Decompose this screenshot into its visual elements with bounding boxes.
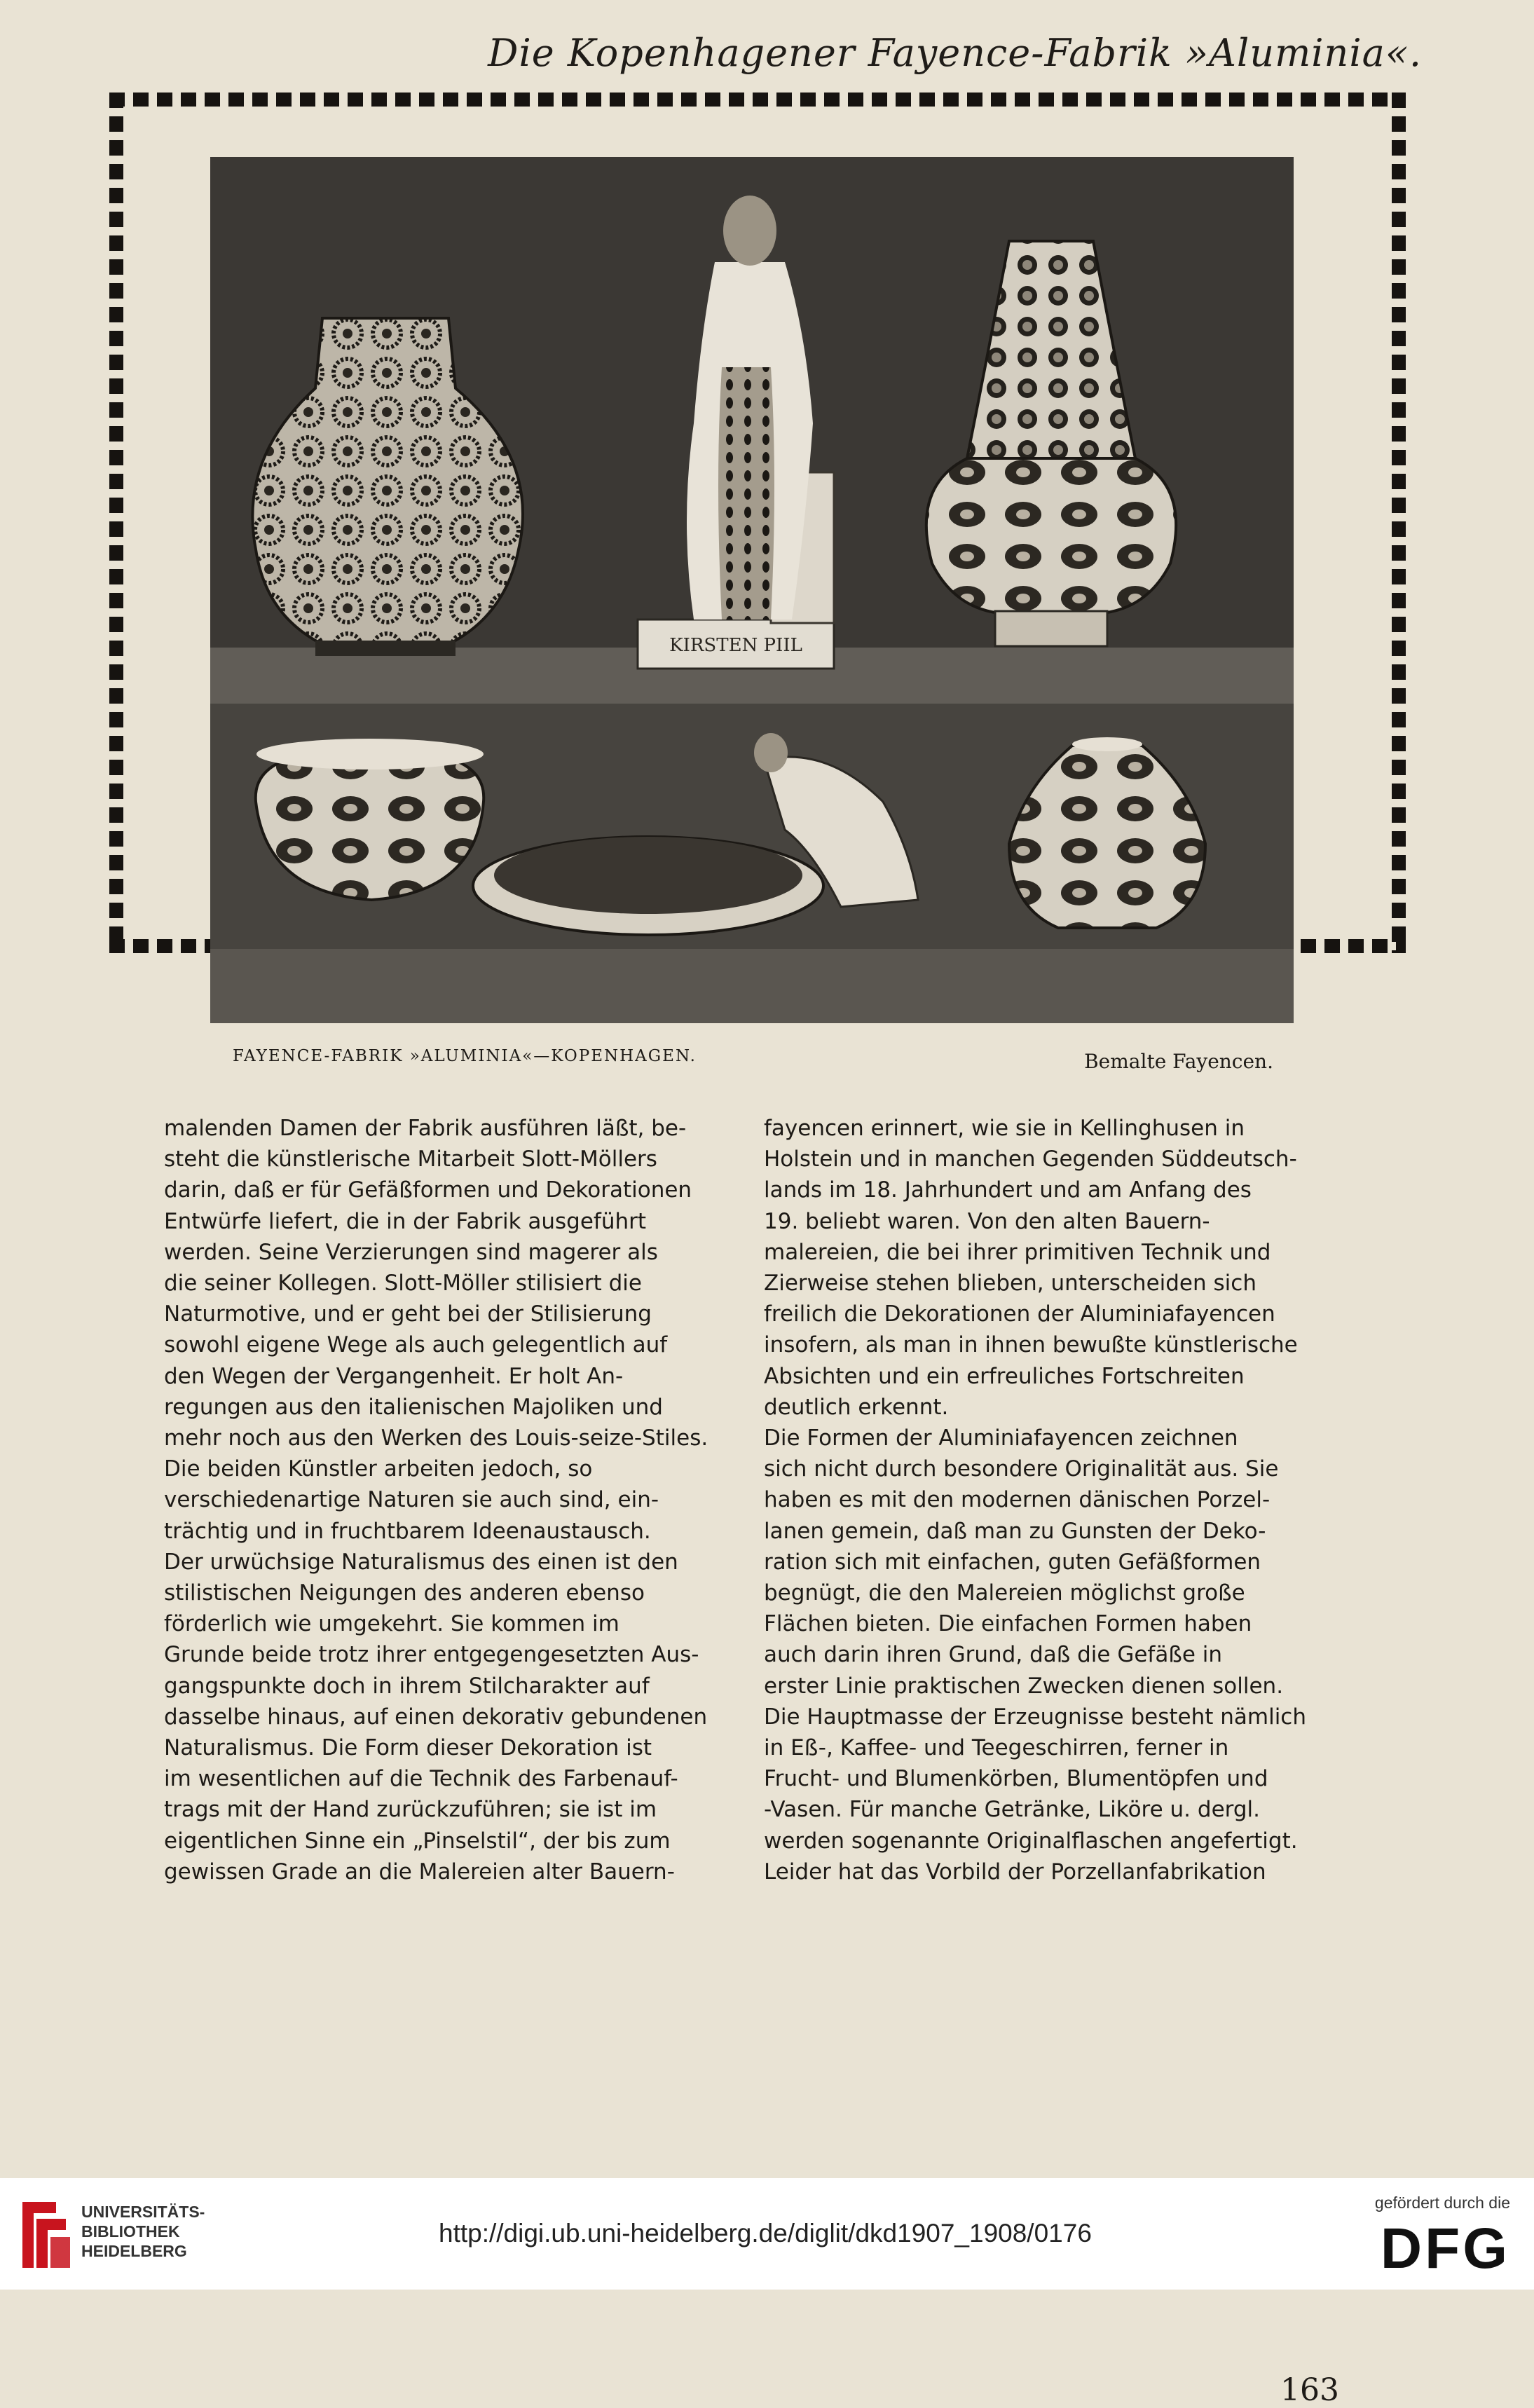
institution-line-3: HEIDELBERG <box>81 2242 187 2260</box>
frame-top-border <box>109 93 1406 107</box>
photo-caption-right: Bemalte Fayencen. <box>1084 1050 1273 1073</box>
running-head: Die Kopenhagener Fayence-Fabrik »Aluminia«. <box>488 31 1422 75</box>
funding-note: gefördert durch die <box>1374 2194 1510 2212</box>
digitization-footer <box>0 2178 1534 2290</box>
institution-line-1: UNIVERSITÄTS- <box>81 2203 205 2221</box>
source-url-link[interactable]: http://digi.ub.uni-heidelberg.de/diglit/dkd1907_1908/0176 <box>439 2219 1092 2248</box>
page-number: 163 <box>1280 2372 1339 2408</box>
photo-caption-left: FAYENCE-FABRIK »ALUMINIA«—KOPENHAGEN. <box>233 1047 697 1065</box>
faience-photograph <box>210 157 1294 1023</box>
dfg-logo: DFG <box>1380 2217 1510 2280</box>
figurine-inscription: KIRSTEN PIIL <box>669 635 802 656</box>
text-column-left: malenden Damen der Fabrik ausführen läßt, be- steht die künstlerische Mitarbeit Slott-Möllers darin, daß er für Gefäßformen und Dekorationen Entwürfe liefert, die in der Fabrik ausgeführt werden. Seine Verzierungen sind magerer als die seiner Kollegen. Slott-Möller stilisiert die Naturmotive, und er geht bei der Stilisierung sowohl eigene Wege als auch gelegentlich auf den Wegen der Vergangenheit. Er holt An- regungen aus den italienischen Majoliken und mehr noch aus den Werken des Louis-seize-Stiles. Die beiden Künstler arbeiten jedoch, so verschiedenartige Naturen sie auch sind, ein- trächtig und in fruchtbarem Ideenaustausch. Der urwüchsige Naturalismus des einen ist den stilistischen Neigungen des anderen ebenso förderlich wie umgekehrt. Sie kommen im Grunde beide trotz ihrer entgegengesetzten Aus- gangspunkte doch in ihrem Stilcharakter auf dasselbe hinaus, auf einen dekorativ gebundenen Naturalismus. Die Form dieser Dekoration ist im wesentlichen auf die Technik des Farbenauf- trags mit der Hand zurückzuführen; sie ist im eigentlichen Sinne ein „Pinselstil“, der bis zum gewissen Grade an die Malereien alter Bauern- <box>164 1116 708 1884</box>
institution-name <box>81 2202 205 2261</box>
ub-heidelberg-logo-icon <box>15 2198 73 2272</box>
text-column-right: fayencen erinnert, wie sie in Kellinghusen in Holstein und in manchen Gegenden Süddeutsch- lands im 18. Jahrhundert und am Anfang des 19. beliebt waren. Von den alten Bauern- malereien, die bei ihrer primitiven Technik und Zierweise stehen blieben, unterscheiden sich freilich die Dekorationen der Aluminiafayencen insofern, als man in ihnen bewußte künstlerische Absichten und ein erfreuliches Fortschreiten deutlich erkennt. Die Formen der Aluminiafayencen zeichnen sich nicht durch besondere Originalität aus. Sie haben es mit den modernen dänischen Porzel- lanen gemein, daß man zu Gunsten der Deko- ration sich mit einfachen, guten Gefäßformen begnügt, die den Malereien möglichst große Flächen bieten. Die einfachen Formen haben auch darin ihren Grund, daß die Gefäße in erster Linie praktischen Zwecken dienen sollen. Die Hauptmasse der Erzeugnisse besteht nämlich in Eß-, Kaffee- und Teegeschirren, ferner in Frucht- und Blumenkörben, Blumentöpfen und -Vasen. Für manche Getränke, Liköre u. dergl. werden sogenannte Originalflaschen angefertigt. Leider hat das Vorbild der Porzellanfabrikation <box>764 1116 1307 1884</box>
frame-left-border <box>109 93 123 953</box>
faience-photo-illustration <box>210 157 1294 1023</box>
institution-line-2: BIBLIOTHEK <box>81 2222 180 2241</box>
frame-right-border <box>1392 93 1406 953</box>
